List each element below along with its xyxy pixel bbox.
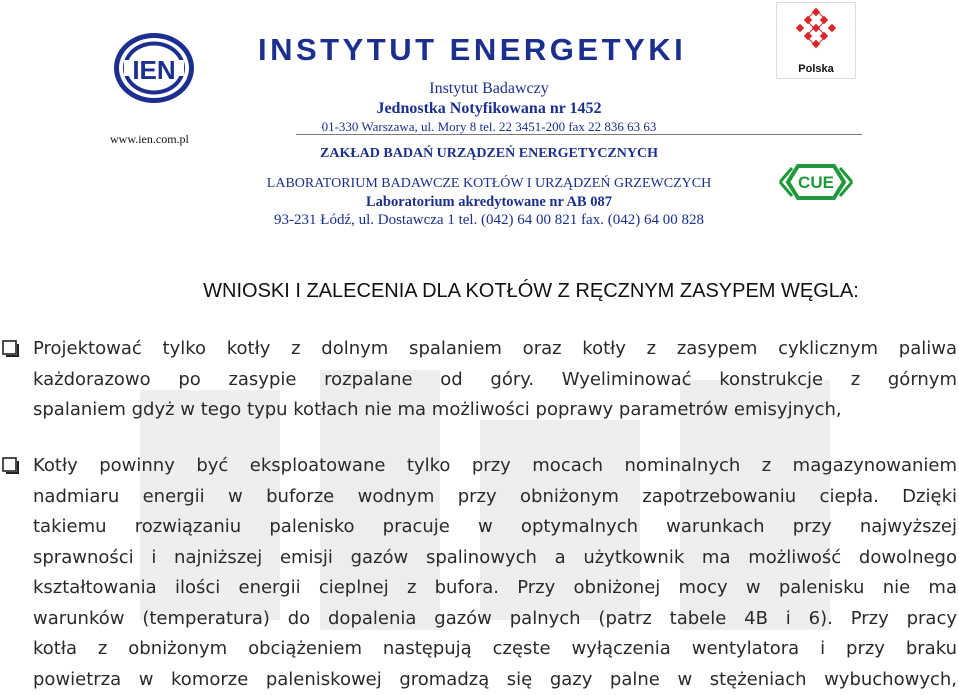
section-heading: WNIOSKI I ZALECENIA DLA KOTŁÓW Z RĘCZNYM ZASYPEM WĘGLA: [0,280,959,303]
paragraph-line: warunków (temperatura) do dopalenia gazów palnych (patrz tabele 4B i 6). Przy pracy [33,604,957,635]
department-name: ZAKŁAD BADAŃ URZĄDZEŃ ENERGETYCZNYCH [0,146,959,162]
cue-logo-text: CUE [798,173,834,192]
checkbox-icon [2,340,20,358]
paragraph-line: spalaniem gdyż w tego typu kotłach nie ma możliwości poprawy parametrów emisyjnych, [33,395,957,426]
checkbox-icon [2,457,20,475]
notified-body-line: Jednostka Notyfikowana nr 1452 [0,100,959,118]
cue-logo [778,158,854,206]
paragraph-line: powietrza w komorze paleniskowej gromadzą się gazy palne w stężeniach wybuchowych, [33,665,957,695]
paragraph-line: kształtowania ilości energii cieplnej z bufora. Przy obniżonej mocy w palenisku nie ma [33,573,957,604]
paragraph-line: sprawności i najniższej emisji gazów spalinowych a użytkownik ma możliwość dowolnego [33,543,957,574]
paragraph-line: kotła z obniżonym obciążeniem następują częste wyłączenia wentylatora i przy braku [33,634,957,665]
ien-logo-text: IEN [132,55,175,85]
bullet-paragraph-2 [33,451,957,695]
paragraph-line: Projektować tylko kotły z dolnym spalaniem oraz kotły z zasypem cyklicznym paliwa [33,334,957,365]
institute-address: 01-330 Warszawa, ul. Mory 8 tel. 22 3451-200 fax 22 836 63 63 [0,119,959,135]
paragraph-line: każdorazowo po zasypie rozpalane od góry. Wyeliminować konstrukcje z górnym [33,365,957,396]
website-url[interactable]: www.ien.com.pl [110,132,189,147]
bullet-paragraph-1 [33,334,957,426]
paragraph-line: nadmiaru energii w buforze wodnym przy obniżonym zapotrzebowaniu ciepła. Dzięki [33,482,957,513]
polska-pattern-icon [777,3,855,61]
paragraph-line: takiemu rozwiązaniu palenisko pracuje w optymalnych warunkach przy najwyższej [33,512,957,543]
polska-logo [776,2,856,79]
header-divider [296,134,862,135]
laboratory-address: 93-231 Łódź, ul. Dostawcza 1 tel. (042) 64 00 821 fax. (042) 64 00 828 [0,212,959,229]
paragraph-line: Kotły powinny być eksploatowane tylko przy mocach nominalnych z magazynowaniem [33,451,957,482]
laboratory-accreditation: Laboratorium akredytowane nr AB 087 [0,194,959,211]
laboratory-name: LABORATORIUM BADAWCZE KOTŁÓW I URZĄDZEŃ GRZEWCZYCH [0,176,959,192]
institute-name: INSTYTUT ENERGETYKI [258,32,686,68]
polska-logo-text: Polska [777,63,855,75]
institute-subtitle: Instytut Badawczy [0,80,959,98]
